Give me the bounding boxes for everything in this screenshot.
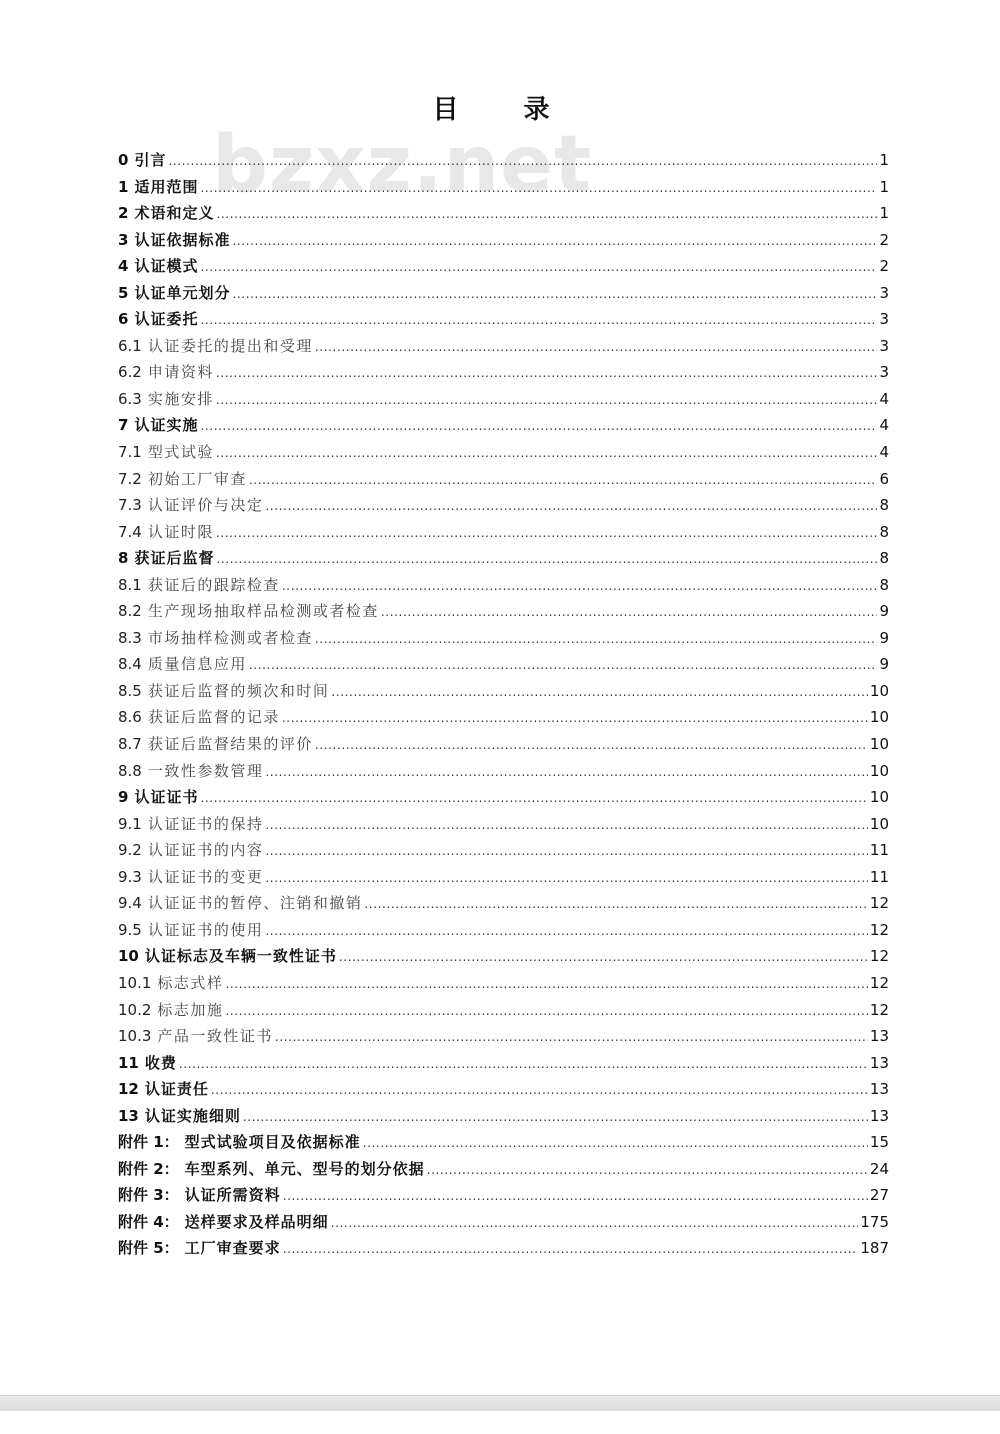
toc-entry-page-number: 6 [879,469,889,488]
toc-leader-dots [427,1157,868,1184]
toc-entry-page-number: 10 [869,814,889,833]
toc-leader-dots [225,998,867,1025]
toc-entry[interactable] [118,519,889,546]
toc-entry[interactable] [118,625,889,652]
toc-entry-page-number: 13 [869,1080,889,1099]
toc-entry[interactable] [118,758,889,785]
toc-entry-number: 附件 4： [118,1212,179,1231]
toc-entry-label: 认证模式 [134,257,199,276]
toc-entry-label: 获证后监督的频次和时间 [147,681,330,700]
toc-entry-page-number: 3 [879,363,889,382]
toc-entry-number: 9.5 [118,920,142,939]
toc-entry-number: 7.3 [118,496,142,515]
toc-leader-dots [249,652,878,679]
toc-entry[interactable] [118,1050,889,1077]
toc-entry[interactable] [118,651,889,678]
toc-entry-label: 申请资料 [147,363,214,382]
toc-entry[interactable] [118,811,889,838]
toc-entry-label: 标志加施 [157,1000,224,1019]
toc-entry-number: 7 [118,416,129,435]
table-of-contents [118,147,889,1262]
toc-entry-label: 工厂审查要求 [184,1239,281,1258]
toc-entry-label: 型式试验 [147,443,214,462]
toc-entry-label: 适用范围 [134,177,199,196]
toc-leader-dots [265,812,868,839]
toc-entry-label: 车型系列、单元、型号的划分依据 [184,1159,425,1178]
toc-leader-dots [216,387,878,414]
toc-entry-page-number: 10 [869,735,889,754]
toc-entry-label: 认证单元划分 [134,283,231,302]
toc-entry-page-number: 12 [869,973,889,992]
toc-entry-page-number: 1 [879,177,889,196]
toc-entry-number: 8 [118,549,129,568]
toc-entry[interactable] [118,333,889,360]
toc-entry-label: 认证依据标准 [134,230,231,249]
toc-entry-number: 4 [118,257,129,276]
toc-leader-dots [315,334,878,361]
toc-entry[interactable] [118,1103,889,1130]
toc-entry[interactable] [118,1023,889,1050]
toc-entry-page-number: 9 [879,655,889,674]
toc-entry-label: 获证后监督的记录 [147,708,280,727]
toc-entry-page-number: 8 [879,496,889,515]
toc-entry-number: 附件 3： [118,1186,179,1205]
toc-entry[interactable] [118,1182,889,1209]
toc-leader-dots [216,201,877,228]
toc-entry[interactable] [118,997,889,1024]
toc-entry[interactable] [118,174,889,201]
toc-leader-dots [265,493,877,520]
toc-entry-label: 认证委托的提出和受理 [147,336,313,355]
toc-leader-dots [315,626,878,653]
toc-entry-number: 9.1 [118,814,142,833]
toc-entry-page-number: 9 [879,602,889,621]
toc-entry-page-number: 10 [869,761,889,780]
toc-leader-dots [216,440,878,467]
toc-leader-dots [282,705,868,732]
page-title: 目 录 [432,95,578,125]
toc-entry-label: 认证委托 [134,310,199,329]
toc-entry-number: 12 [118,1080,139,1099]
toc-entry-label: 获证后的跟踪检查 [147,575,280,594]
watermark: bzxz.net [212,120,593,210]
toc-leader-dots [265,838,868,865]
toc-entry-label: 认证实施 [134,416,199,435]
toc-entry-label: 初始工厂审查 [147,469,247,488]
toc-entry-page-number: 3 [879,283,889,302]
toc-entry-page-number: 3 [879,336,889,355]
toc-entry[interactable] [118,837,889,864]
toc-entry-label: 认证责任 [144,1080,209,1099]
toc-entry-number: 2 [118,204,129,223]
toc-entry-number: 9.2 [118,841,142,860]
toc-entry[interactable] [118,253,889,280]
toc-entry-number: 附件 5： [118,1239,179,1258]
toc-entry-label: 认证证书的暂停、注销和撤销 [147,894,363,913]
toc-entry-number: 8.2 [118,602,142,621]
toc-entry-number: 8.3 [118,628,142,647]
toc-entry-page-number: 187 [860,1239,889,1258]
toc-entry-label: 术语和定义 [134,204,215,223]
toc-entry[interactable] [118,890,889,917]
toc-entry-label: 认证证书的内容 [147,841,264,860]
toc-entry[interactable] [118,1076,889,1103]
toc-entry-number: 8.7 [118,735,142,754]
toc-entry[interactable] [118,678,889,705]
toc-leader-dots [381,599,878,626]
toc-entry[interactable] [118,864,889,891]
toc-entry-number: 0 [118,151,129,169]
toc-entry-label: 收费 [144,1053,177,1072]
toc-entry-page-number: 4 [879,389,889,408]
toc-entry[interactable] [118,545,889,572]
toc-entry-label: 产品一致性证书 [157,1027,273,1046]
toc-entry[interactable] [118,306,889,333]
toc-entry-page-number: 9 [879,628,889,647]
toc-entry-page-number: 11 [869,841,889,860]
toc-entry-number: 附件 1： [118,1133,179,1152]
toc-leader-dots [179,1051,868,1078]
toc-entry-page-number: 8 [879,575,889,594]
toc-entry-number: 9 [118,788,129,807]
toc-entry[interactable] [118,412,889,439]
toc-entry[interactable] [118,386,889,413]
toc-entry[interactable] [118,1235,889,1262]
toc-entry[interactable] [118,1156,889,1183]
toc-entry[interactable] [118,731,889,758]
toc-entry-number: 1 [118,177,129,196]
toc-leader-dots [200,785,867,812]
toc-entry-number: 8.8 [118,761,142,780]
toc-entry-number: 8.4 [118,655,142,674]
toc-entry-page-number: 10 [869,681,889,700]
toc-entry-label: 认证证书的保持 [147,814,264,833]
toc-entry-number: 7.1 [118,443,142,462]
toc-entry[interactable] [118,704,889,731]
toc-entry[interactable] [118,439,889,466]
toc-entry-number: 8.6 [118,708,142,727]
toc-entry-number: 11 [118,1053,139,1072]
toc-leader-dots [315,732,868,759]
toc-entry-page-number: 10 [869,708,889,727]
toc-leader-dots [265,918,868,945]
toc-entry[interactable] [118,359,889,386]
toc-entry[interactable] [118,970,889,997]
toc-entry-number: 6 [118,310,129,329]
toc-entry-label: 市场抽样检测或者检查 [147,628,313,647]
toc-entry-page-number: 2 [879,257,889,276]
toc-entry[interactable] [118,1209,889,1236]
toc-entry-label: 质量信息应用 [147,655,247,674]
toc-entry-number: 6.3 [118,389,142,408]
toc-entry-page-number: 13 [869,1106,889,1125]
toc-entry-number: 附件 2： [118,1159,179,1178]
toc-leader-dots [200,254,877,281]
toc-leader-dots [216,520,878,547]
toc-leader-dots [364,891,868,918]
toc-entry-label: 认证时限 [147,522,214,541]
toc-entry-number: 9.4 [118,894,142,913]
toc-entry-page-number: 8 [879,522,889,541]
toc-entry-page-number: 24 [869,1159,889,1178]
toc-entry-label: 实施安排 [147,389,214,408]
toc-entry-page-number: 4 [879,443,889,462]
toc-entry-number: 7.2 [118,469,142,488]
toc-entry-page-number: 175 [860,1212,889,1231]
toc-entry-number: 10.3 [118,1027,152,1046]
toc-entry-label: 送样要求及样品明细 [184,1212,329,1231]
toc-entry-number: 3 [118,230,129,249]
toc-leader-dots [211,1077,868,1104]
toc-entry-label: 认证所需资料 [184,1186,281,1205]
toc-leader-dots [243,1104,868,1131]
toc-entry-label: 认证实施细则 [144,1106,241,1125]
toc-entry-number: 6.2 [118,363,142,382]
viewer-footer [0,1411,1000,1434]
toc-entry-page-number: 4 [879,416,889,435]
toc-entry-page-number: 12 [869,947,889,966]
toc-leader-dots [216,360,878,387]
toc-leader-dots [232,281,877,308]
toc-leader-dots [283,1183,868,1210]
toc-leader-dots [225,971,867,998]
toc-entry-label: 认证证书的变更 [147,867,264,886]
toc-leader-dots [232,228,877,255]
toc-entry[interactable] [118,572,889,599]
toc-leader-dots [200,307,877,334]
toc-leader-dots [275,1024,868,1051]
toc-entry-number: 10 [118,947,139,966]
toc-entry[interactable] [118,598,889,625]
toc-entry-label: 一致性参数管理 [147,761,264,780]
toc-leader-dots [331,679,868,706]
toc-entry-label: 生产现场抽取样品检测或者检查 [147,602,379,621]
toc-entry-label: 认证评价与决定 [147,496,264,515]
toc-entry[interactable] [118,492,889,519]
toc-entry-number: 8.5 [118,681,142,700]
toc-leader-dots [200,413,877,440]
toc-entry-page-number: 1 [879,151,889,169]
toc-entry-label: 认证标志及车辆一致性证书 [144,947,337,966]
toc-entry-page-number: 12 [869,894,889,913]
toc-entry-page-number: 12 [869,920,889,939]
toc-entry-label: 获证后监督结果的评价 [147,735,313,754]
toc-entry[interactable] [118,943,889,970]
toc-leader-dots [216,546,877,573]
toc-entry-label: 引言 [134,151,167,169]
toc-leader-dots [265,865,868,892]
toc-entry-number: 5 [118,283,129,302]
toc-entry-page-number: 27 [869,1186,889,1205]
toc-entry-number: 7.4 [118,522,142,541]
toc-entry-label: 认证证书的使用 [147,920,264,939]
toc-entry-label: 型式试验项目及依据标准 [184,1133,361,1152]
toc-entry[interactable] [118,200,889,227]
toc-entry-number: 8.1 [118,575,142,594]
toc-entry[interactable] [118,280,889,307]
toc-entry[interactable] [118,784,889,811]
toc-leader-dots [200,175,877,202]
toc-entry-page-number: 13 [869,1027,889,1046]
toc-entry-page-number: 1 [879,204,889,223]
toc-leader-dots [249,467,878,494]
toc-entry-number: 10.2 [118,1000,152,1019]
toc-entry-page-number: 11 [869,867,889,886]
toc-leader-dots [339,944,868,971]
toc-leader-dots [363,1130,868,1157]
toc-entry-page-number: 8 [879,549,889,568]
toc-leader-dots [265,759,868,786]
toc-leader-dots [283,1236,859,1263]
viewer-scrollbar[interactable] [0,1395,1000,1412]
toc-entry[interactable] [118,1129,889,1156]
toc-entry-label: 标志式样 [157,973,224,992]
toc-entry-page-number: 3 [879,310,889,329]
toc-entry-number: 9.3 [118,867,142,886]
toc-leader-dots [282,573,878,600]
toc-entry-page-number: 2 [879,230,889,249]
toc-entry-page-number: 10 [869,788,889,807]
toc-entry-number: 13 [118,1106,139,1125]
toc-entry-number: 10.1 [118,973,152,992]
toc-leader-dots [168,148,877,175]
toc-entry[interactable] [118,147,889,174]
toc-leader-dots [331,1210,859,1237]
toc-entry-page-number: 15 [869,1133,889,1152]
toc-entry-number: 6.1 [118,336,142,355]
toc-entry[interactable] [118,227,889,254]
toc-entry[interactable] [118,466,889,493]
toc-entry-label: 认证证书 [134,788,199,807]
toc-entry-page-number: 13 [869,1053,889,1072]
toc-entry-page-number: 12 [869,1000,889,1019]
toc-entry[interactable] [118,917,889,944]
toc-entry-label: 获证后监督 [134,549,215,568]
